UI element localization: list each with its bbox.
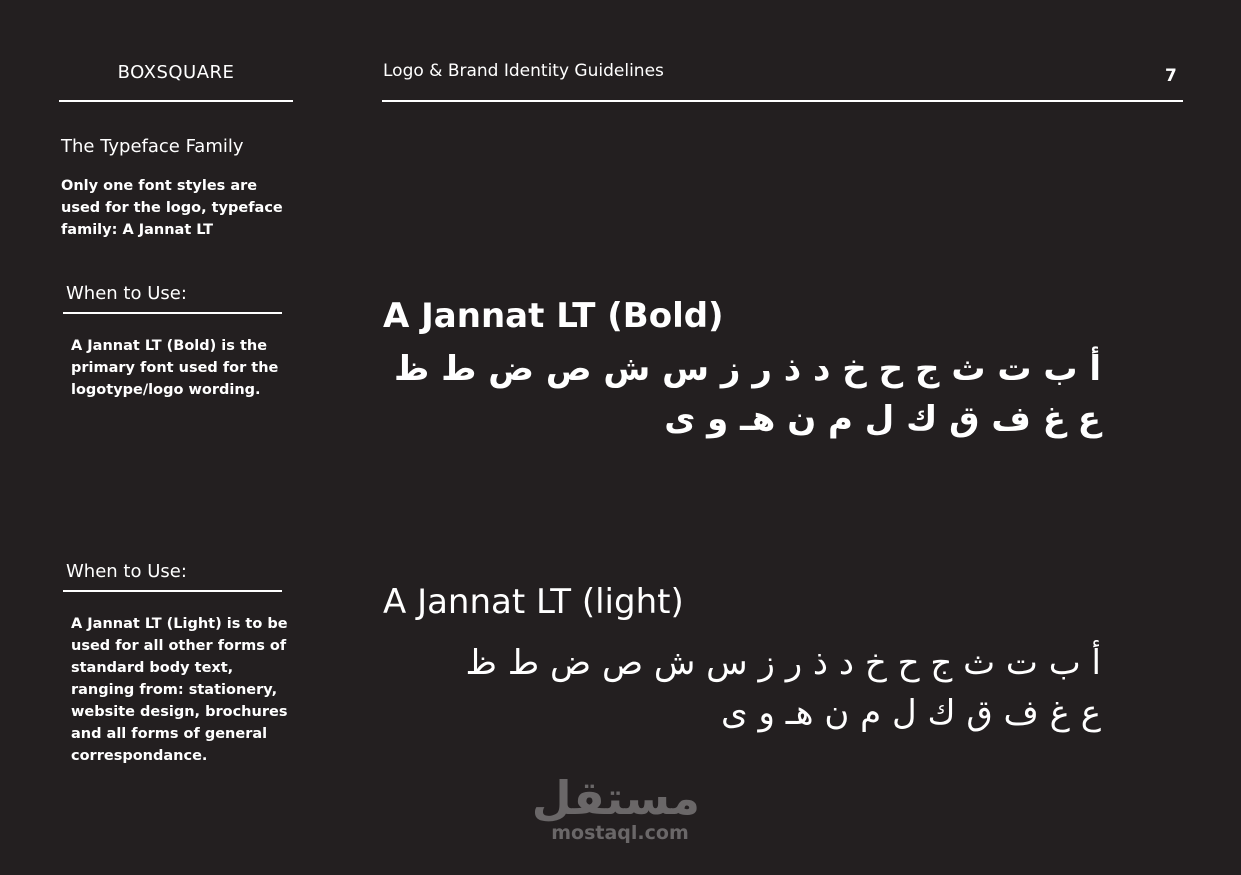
bold-arabic-alphabet bbox=[381, 344, 1101, 444]
typeface-family-heading: The Typeface Family bbox=[61, 136, 244, 157]
document-title: Logo & Brand Identity Guidelines bbox=[383, 61, 664, 81]
bold-font-name: A Jannat LT (Bold) bbox=[383, 296, 724, 336]
page-number: 7 bbox=[1165, 66, 1177, 86]
bold-usage-heading: When to Use: bbox=[66, 283, 187, 304]
typeface-family-description: Only one font styles are used for the logo, typeface family: A Jannat LT bbox=[61, 178, 283, 238]
brand-name: BOXSQUARE bbox=[117, 62, 235, 83]
brand-divider bbox=[59, 100, 293, 102]
light-usage-heading: When to Use: bbox=[66, 561, 187, 582]
watermark-arabic: مستقل bbox=[531, 771, 700, 825]
header-divider bbox=[382, 100, 1183, 102]
bold-usage-divider bbox=[63, 312, 282, 314]
light-font-name: A Jannat LT (light) bbox=[383, 582, 684, 622]
bold-arabic-line-2: ع غ ف ق ك ل م ن هـ و ى bbox=[664, 399, 1101, 439]
watermark-latin: mostaql.com bbox=[551, 822, 689, 844]
mostaql-watermark bbox=[531, 771, 700, 845]
light-usage-divider bbox=[63, 590, 282, 592]
bold-arabic-line-1: أ ب ت ث ج ح خ د ذ ر ز س ش ص ض ط ظ bbox=[393, 349, 1101, 389]
light-arabic-line-2: ع غ ف ق ك ل م ن هـ و ى bbox=[721, 693, 1101, 733]
light-usage-description: A Jannat LT (Light) is to be used for all other forms of standard body text, ranging from: stationery, website design, brochures and all forms of general correspondance. bbox=[71, 616, 288, 764]
light-arabic-alphabet bbox=[381, 638, 1101, 738]
light-arabic-line-1: أ ب ت ث ج ح خ د ذ ر ز س ش ص ض ط ظ bbox=[465, 643, 1101, 683]
bold-usage-description: A Jannat LT (Bold) is the primary font used for the logotype/logo wording. bbox=[71, 338, 279, 398]
